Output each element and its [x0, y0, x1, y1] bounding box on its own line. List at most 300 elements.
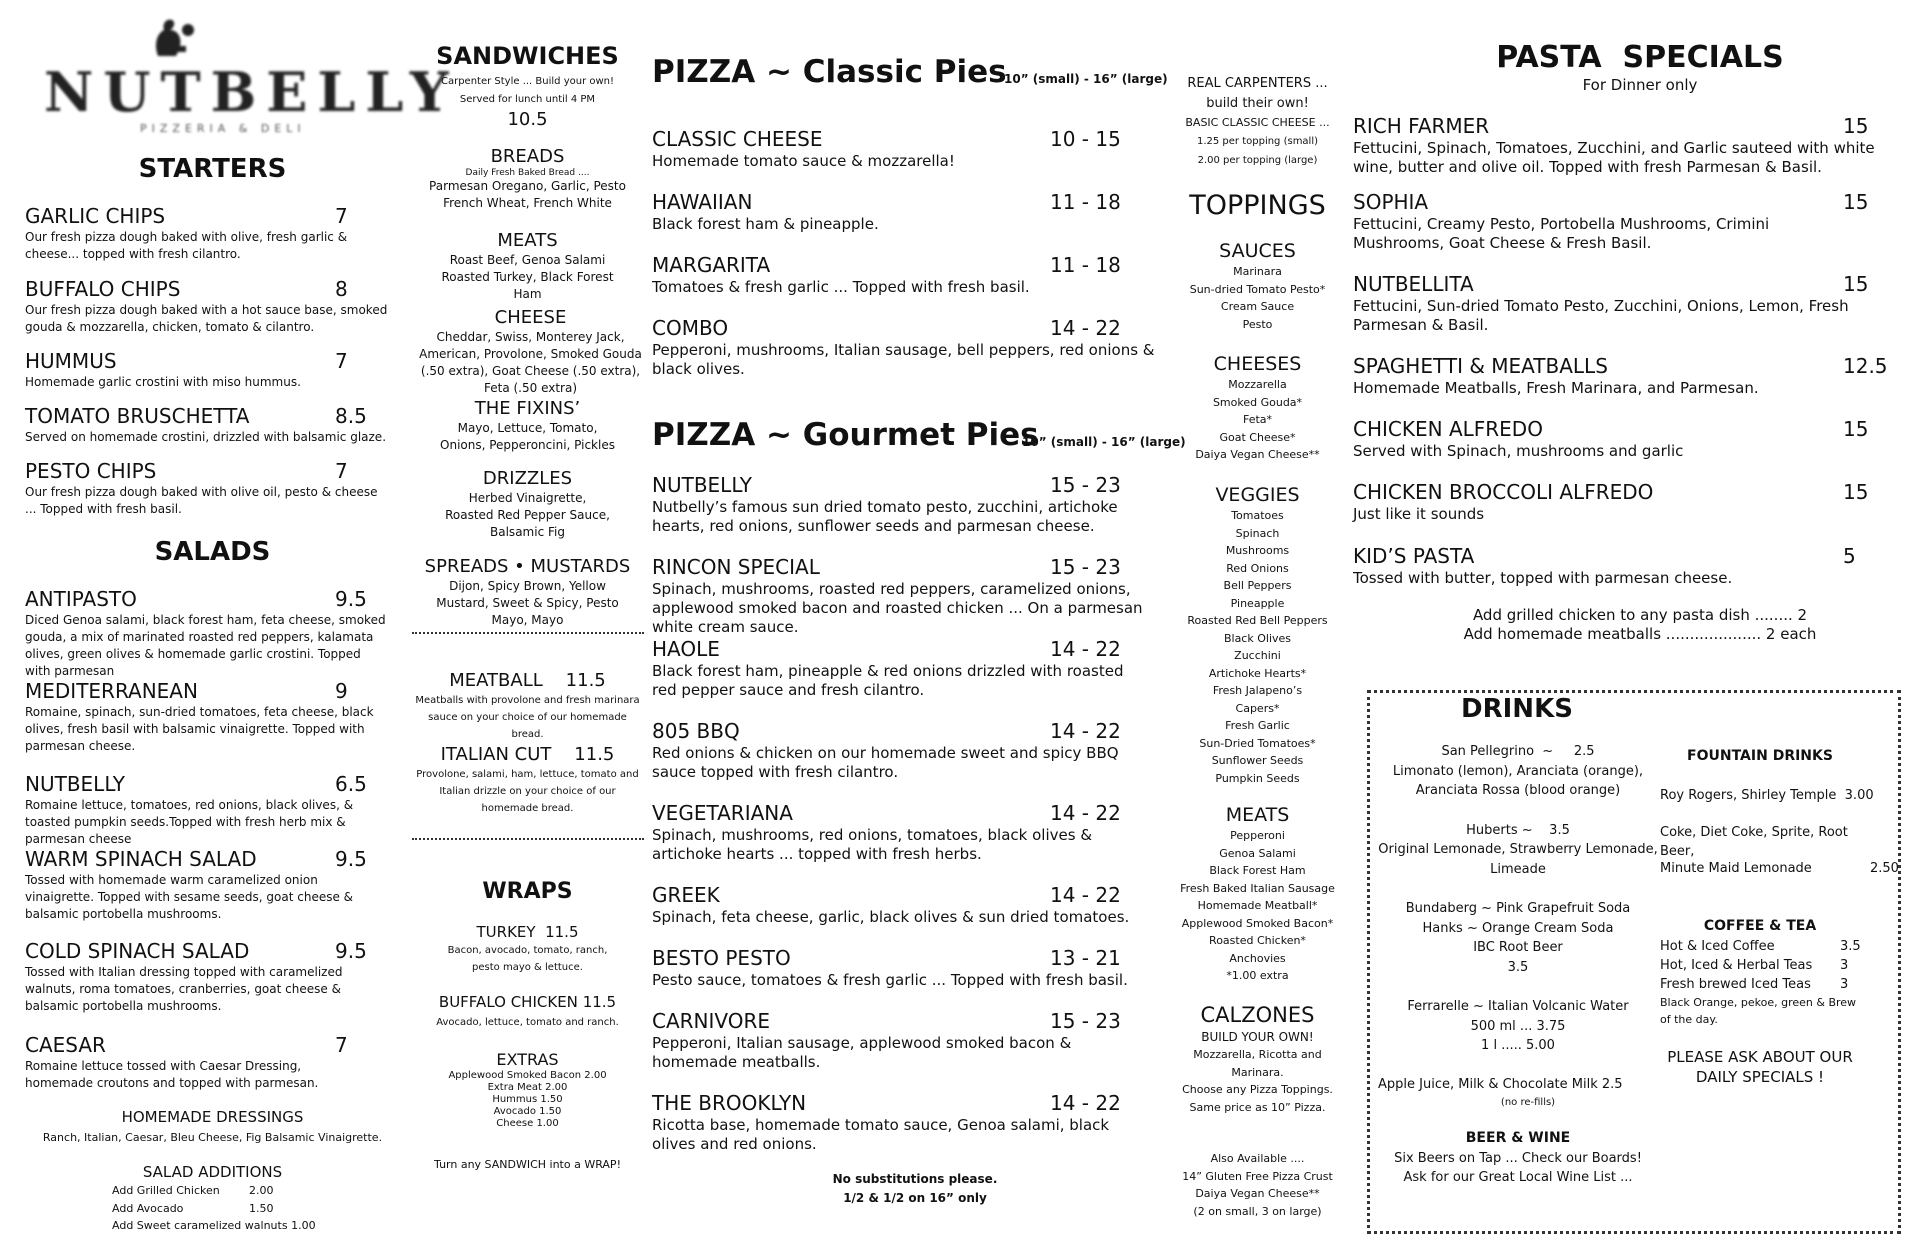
item-price: 8.5	[335, 404, 367, 428]
spreads-list: Dijon, Spicy Brown, Yellow Mustard, Sweet & Spicy, Pesto Mayo, Mayo	[436, 579, 619, 627]
starter-item	[25, 460, 380, 518]
extras-title: EXTRAS	[496, 1050, 559, 1069]
pasta-item	[1353, 190, 1869, 253]
starter-item	[25, 205, 380, 263]
drink-line: 1 l ..... 5.00	[1481, 1038, 1555, 1053]
cheese-title: CHEESE	[494, 307, 567, 328]
salad-item	[25, 848, 385, 923]
starters-title: STARTERS	[138, 154, 287, 184]
calzones-section	[1175, 1002, 1340, 1116]
italian-cut-desc: Provolone, salami, ham, lettuce, tomato and Italian drizzle on your choice of our homemade bread.	[416, 769, 639, 814]
item-price: 9.5	[335, 587, 367, 611]
meats-list: Roast Beef, Genoa Salami Roasted Turkey, Black Forest Ham	[441, 253, 614, 301]
gourmet-pies-sizes: 10” (small) - 16” (large)	[1022, 435, 1186, 449]
dressings-title: HOMEMADE DRESSINGS	[121, 1108, 304, 1126]
addition-price: 2.00	[249, 1184, 274, 1197]
turkey-desc: Bacon, avocado, tomato, ranch, pesto mayo & lettuce.	[447, 945, 608, 973]
topping-item: Daiya Vegan Cheese**	[1195, 448, 1320, 461]
starter-item	[25, 278, 405, 336]
juice-line: Apple Juice, Milk & Chocolate Milk 2.5	[1378, 1077, 1623, 1092]
item-name: THE BROOKLYN	[652, 1091, 807, 1115]
item-name: MEDITERRANEAN	[25, 679, 198, 703]
topping-item: Mushrooms	[1225, 544, 1290, 557]
coffee-name: Hot & Iced Coffee	[1660, 939, 1775, 954]
extra-item: Avocado 1.50	[493, 1106, 562, 1117]
topping-item: Pumpkin Seeds	[1215, 771, 1300, 785]
dressings-list: Ranch, Italian, Caesar, Bleu Cheese, Fig Balsamic Vinaigrette.	[42, 1131, 383, 1144]
item-desc: Our fresh pizza dough baked with olive, fresh garlic & cheese... topped with fresh cilantro.	[25, 230, 348, 261]
salad-additions-title: SALAD ADDITIONS	[142, 1163, 283, 1181]
item-desc: Black forest ham & pineapple.	[652, 215, 879, 233]
wraps-title: WRAPS	[482, 879, 573, 904]
item-desc: Pepperoni, Italian sausage, applewood smoked bacon & homemade meatballs.	[652, 1034, 1072, 1071]
item-desc: Just like it sounds	[1353, 505, 1485, 523]
topping-item: *1.00 extra	[1226, 969, 1289, 982]
item-desc: Tomatoes & fresh garlic ... Topped with fresh basil.	[652, 278, 1030, 296]
item-desc: Pepperoni, mushrooms, Italian sausage, bell peppers, red onions & black olives.	[652, 341, 1155, 378]
item-name: MARGARITA	[652, 253, 771, 277]
fountain-line-3-price: 2.50	[1870, 861, 1899, 876]
topping-item: Pesto	[1242, 317, 1273, 331]
item-name: BUFFALO CHIPS	[25, 277, 181, 301]
item-price: 13 - 21	[1050, 946, 1121, 970]
topping-item: Roasted Red Bell Peppers	[1187, 614, 1328, 627]
buffalo-chicken-wrap	[405, 992, 650, 1031]
logo-subtitle: PIZZERIA & DELI	[140, 122, 306, 135]
item-name: COLD SPINACH SALAD	[25, 939, 250, 963]
topping-item: Feta*	[1242, 413, 1273, 426]
pasta-subtitle: For Dinner only	[1582, 76, 1698, 94]
also-line: (2 on small, 3 on large)	[1193, 1204, 1322, 1218]
item-desc: Served on homemade crostini, drizzled with balsamic glaze.	[25, 430, 387, 444]
item-name: GARLIC CHIPS	[25, 204, 166, 228]
topping-item: Mozzarella	[1228, 378, 1287, 391]
item-price: 7	[335, 349, 348, 373]
item-name: RICH FARMER	[1353, 114, 1490, 138]
item-name: WARM SPINACH SALAD	[25, 847, 257, 871]
breads-sub: Daily Fresh Baked Bread ....	[465, 168, 590, 178]
pizza-item	[652, 128, 1172, 171]
beer-wine-title: BEER & WINE	[1465, 1130, 1571, 1146]
pasta-add-2: Add homemade meatballs .................... 2 each	[1463, 625, 1817, 643]
item-price: 12.5	[1843, 354, 1888, 378]
addition-row	[112, 1217, 352, 1235]
beer-line-1: Six Beers on Tap ... Check our Boards!	[1394, 1151, 1642, 1166]
drink-line: Huberts ~ 3.5	[1466, 822, 1570, 838]
item-price: 10 - 15	[1050, 127, 1121, 151]
drink-group	[1368, 821, 1668, 880]
item-name: CLASSIC CHEESE	[652, 127, 823, 151]
drink-group	[1368, 899, 1668, 977]
item-price: 15 - 23	[1050, 555, 1121, 579]
item-desc: Romaine lettuce, tomatoes, red onions, black olives, & toasted pumpkin seeds.Topped with fresh herb mix & parmesan cheese	[25, 798, 354, 846]
topping-item: Anchovies	[1229, 951, 1286, 965]
coffee-title: COFFEE & TEA	[1703, 918, 1817, 934]
calzone-line: Choose any Pizza Toppings.	[1182, 1083, 1333, 1096]
extra-item: Applewood Smoked Bacon 2.00	[448, 1070, 607, 1081]
topping-item: Goat Cheese*	[1219, 430, 1296, 444]
item-desc: Homemade Meatballs, Fresh Marinara, and Parmesan.	[1353, 379, 1759, 397]
pizza-item	[652, 474, 1152, 536]
calzone-line: BUILD YOUR OWN!	[1201, 1030, 1314, 1044]
salads-title: SALADS	[154, 537, 271, 567]
topping-item: Spinach	[1235, 526, 1280, 540]
item-price: 15 - 23	[1050, 473, 1121, 497]
item-name: COMBO	[652, 316, 729, 340]
turkey-wrap	[405, 922, 650, 976]
item-name: HAWAIIAN	[652, 190, 753, 214]
item-desc: Our fresh pizza dough baked with olive oil, pesto & cheese ... Topped with fresh basil.	[25, 485, 378, 516]
italian-cut-name: ITALIAN CUT	[440, 744, 552, 765]
item-price: 7	[335, 459, 348, 483]
item-desc: Nutbelly’s famous sun dried tomato pesto, zucchini, artichoke hearts, red onions, sunflower seeds and parmesan cheese.	[652, 498, 1118, 535]
item-desc: Our fresh pizza dough baked with a hot sauce base, smoked gouda & mozzarella, chicken, tomato & cilantro.	[25, 303, 388, 334]
item-desc: Tossed with butter, topped with parmesan cheese.	[1353, 569, 1733, 587]
starter-item	[25, 350, 405, 391]
topping-item: Fresh Jalapeno’s	[1212, 684, 1303, 697]
topping-item: Fresh Baked Italian Sausage	[1180, 881, 1335, 895]
fountain-line-3	[1660, 861, 1899, 876]
item-desc: Homemade tomato sauce & mozzarella!	[652, 152, 955, 170]
item-price: 5	[1843, 544, 1856, 568]
item-name: SPAGHETTI & MEATBALLS	[1353, 354, 1608, 378]
turkey-price: 11.5	[545, 923, 579, 941]
item-name: CAESAR	[25, 1033, 106, 1057]
pizza-item	[652, 1010, 1142, 1072]
topping-item: Homemade Meatball*	[1197, 899, 1318, 912]
gourmet-pies-header	[652, 417, 1192, 453]
spreads-title: SPREADS • MUSTARDS	[424, 556, 631, 577]
wraps-section	[405, 878, 650, 906]
intro-line: BASIC CLASSIC CHEESE ...	[1185, 116, 1330, 129]
buffalo-title	[405, 992, 650, 1012]
drink-line: San Pellegrino ~ 2.5	[1441, 744, 1595, 759]
item-name: PESTO CHIPS	[25, 459, 157, 483]
item-name: HAOLE	[652, 637, 720, 661]
pizza-item	[652, 254, 1172, 297]
classic-pies-title: PIZZA ~ Classic Pies	[652, 54, 1007, 90]
toppings-intro	[1175, 74, 1340, 170]
pasta-item	[1353, 273, 1918, 335]
item-price: 7	[335, 1033, 348, 1057]
divider	[412, 632, 644, 634]
italian-cut-title	[405, 744, 650, 766]
meatball-title	[405, 670, 650, 692]
topping-meats-title: MEATS	[1225, 804, 1290, 826]
topping-item: Applewood Smoked Bacon*	[1181, 916, 1334, 930]
sandwiches-sub2: Served for lunch until 4 PM	[459, 94, 596, 105]
item-desc: Pesto sauce, tomatoes & fresh garlic ... Topped with fresh basil.	[652, 971, 1128, 989]
italian-cut-price: 11.5	[574, 744, 615, 765]
topping-item: Sunflower Seeds	[1211, 754, 1304, 767]
item-price: 15	[1843, 114, 1869, 138]
pasta-item	[1353, 418, 1898, 461]
addition-row	[112, 1200, 352, 1218]
cheeses-title: CHEESES	[1213, 353, 1302, 375]
pasta-add-1: Add grilled chicken to any pasta dish ........ 2	[1472, 606, 1808, 624]
fixins-list: Mayo, Lettuce, Tomato, Onions, Pepperoncini, Pickles	[440, 421, 615, 452]
intro-line: 1.25 per topping (small)	[1196, 136, 1319, 147]
item-name: TOMATO BRUSCHETTA	[25, 404, 250, 428]
item-desc: Spinach, mushrooms, roasted red peppers, caramelized onions, applewood smoked bacon and roasted chicken ... On a parmesan white cream sauce.	[652, 580, 1143, 636]
veggies-title: VEGGIES	[1215, 484, 1300, 506]
drink-line: Ferrarelle ~ Italian Volcanic Water	[1407, 999, 1629, 1014]
topping-item: Pepperoni	[1230, 829, 1285, 842]
item-name: BESTO PESTO	[652, 946, 791, 970]
salad-item	[25, 588, 390, 680]
pizza-item	[652, 317, 1172, 379]
item-price: 15	[1843, 272, 1869, 296]
coffee-name: Fresh brewed Iced Teas	[1660, 977, 1811, 992]
item-price: 15	[1843, 480, 1869, 504]
topping-item: Sun-Dried Tomatoes*	[1199, 736, 1316, 750]
pizza-item	[652, 191, 1172, 234]
also-line: Also Available ....	[1210, 1152, 1305, 1165]
daily-specials: PLEASE ASK ABOUT OUR DAILY SPECIALS !	[1667, 1048, 1853, 1086]
topping-item: Marinara	[1233, 265, 1282, 278]
logo-name: NUTBELLY	[44, 60, 459, 124]
item-price: 11 - 18	[1050, 190, 1121, 214]
item-desc: Spinach, mushrooms, red onions, tomatoes, black olives & artichoke hearts ... topped with fresh herbs.	[652, 826, 1093, 863]
item-desc: Red onions & chicken on our homemade sweet and spicy BBQ sauce topped with fresh cilantro.	[652, 744, 1119, 781]
topping-item: Black Olives	[1223, 631, 1292, 645]
topping-item: Genoa Salami	[1219, 846, 1296, 860]
squirrel-icon	[152, 16, 196, 58]
drink-line: 500 ml ... 3.75	[1470, 1018, 1566, 1034]
topping-item: Sun-dried Tomato Pesto*	[1189, 282, 1326, 296]
item-name: RINCON SPECIAL	[652, 555, 820, 579]
also-available	[1175, 1150, 1340, 1220]
fountain-line-1: Roy Rogers, Shirley Temple 3.00	[1660, 788, 1874, 803]
item-price: 11 - 18	[1050, 253, 1121, 277]
drink-line: Hanks ~ Orange Cream Soda	[1422, 920, 1614, 936]
sauces-section	[1175, 239, 1340, 333]
pizza-item	[652, 884, 1172, 927]
drizzles-title: DRIZZLES	[482, 468, 573, 489]
item-price: 15	[1843, 190, 1869, 214]
meatball-section	[405, 670, 650, 743]
sauces-title: SAUCES	[1219, 240, 1296, 262]
item-desc: Ricotta base, homemade tomato sauce, Genoa salami, black olives and red onions.	[652, 1116, 1110, 1153]
pizza-item	[652, 802, 1152, 864]
divider	[412, 838, 644, 840]
item-desc: Tossed with homemade warm caramelized onion vinaigrette. Topped with sesame seeds, goat cheese & balsamic portobella mushrooms.	[25, 873, 354, 921]
coffee-price: 3.5	[1840, 939, 1861, 954]
turkey-title	[405, 922, 650, 942]
drink-line: Original Lemonade, Strawberry Lemonade,	[1378, 842, 1658, 857]
coffee-price: 3	[1840, 977, 1849, 992]
topping-item: Black Forest Ham	[1209, 864, 1306, 877]
toppings-title: TOPPINGS	[1189, 190, 1326, 221]
coffee-list	[1660, 937, 1890, 994]
sandwiches-title: SANDWICHES	[436, 42, 619, 70]
intro-line: 2.00 per topping (large)	[1197, 155, 1318, 166]
pasta-item	[1353, 481, 1898, 524]
starter-item	[25, 405, 405, 446]
coffee-note: Black Orange, pekoe, green & Brew of the day.	[1660, 996, 1857, 1026]
topping-item: Smoked Gouda*	[1212, 395, 1303, 409]
sandwiches-section	[405, 40, 650, 130]
salad-item	[25, 773, 395, 848]
item-price: 6.5	[335, 772, 367, 796]
calzone-line: Marinara.	[1231, 1065, 1284, 1079]
topping-item: Cream Sauce	[1220, 300, 1295, 313]
pizza-item	[652, 1092, 1132, 1154]
addition-price: 1.50	[249, 1201, 274, 1215]
item-price: 14 - 22	[1050, 1091, 1121, 1115]
salad-item	[25, 1034, 365, 1092]
item-name: 805 BBQ	[652, 719, 740, 743]
drizzles-list: Herbed Vinaigrette, Roasted Red Pepper Sauce, Balsamic Fig	[445, 491, 610, 539]
pasta-item	[1353, 115, 1898, 177]
buffalo-name: BUFFALO CHICKEN	[438, 993, 578, 1011]
calzone-line: Mozzarella, Ricotta and	[1193, 1048, 1322, 1061]
drink-line: Limeade	[1490, 861, 1546, 877]
item-price: 9.5	[335, 847, 367, 871]
item-name: NUTBELLITA	[1353, 272, 1474, 296]
wrap-extras	[405, 1050, 650, 1130]
gourmet-pies-title: PIZZA ~ Gourmet Pies	[652, 417, 1039, 453]
topping-item: Zucchini	[1234, 649, 1281, 662]
item-price: 14 - 22	[1050, 316, 1121, 340]
item-name: ANTIPASTO	[25, 587, 137, 611]
fountain-title: FOUNTAIN DRINKS	[1687, 748, 1833, 764]
extra-item: Cheese 1.00	[496, 1118, 559, 1129]
item-desc: Romaine lettuce tossed with Caesar Dressing, homemade croutons and topped with parmesan.	[25, 1059, 319, 1090]
cheese-list: Cheddar, Swiss, Monterey Jack, American, Provolone, Smoked Gouda (.50 extra), Goat Cheese (.50 extra), Feta (.50 extra)	[419, 330, 642, 395]
spreads-section	[405, 556, 650, 629]
classic-pies-sizes: 10” (small) - 16” (large)	[1004, 72, 1168, 86]
drinks-title: DRINKS	[1461, 694, 1573, 724]
item-price: 14 - 22	[1050, 801, 1121, 825]
fixins-section	[405, 398, 650, 454]
item-price: 15 - 23	[1050, 1009, 1121, 1033]
item-name: GREEK	[652, 883, 720, 907]
topping-item: Fresh Garlic	[1225, 719, 1290, 732]
drizzles-section	[405, 468, 650, 541]
topping-item: Pineapple	[1230, 596, 1285, 610]
sandwiches-sub1: Carpenter Style ... Build your own!	[440, 76, 615, 87]
topping-item: Roasted Chicken*	[1209, 934, 1306, 947]
extra-item: Extra Meat 2.00	[487, 1082, 568, 1093]
extra-item: Hummus 1.50	[492, 1094, 563, 1105]
italian-cut-section	[405, 744, 650, 817]
item-name: KID’S PASTA	[1353, 544, 1475, 568]
drink-line: Limonato (lemon), Aranciata (orange),	[1392, 763, 1644, 779]
topping-item: Red Onions	[1226, 561, 1289, 575]
topping-item: Artichoke Hearts*	[1208, 666, 1307, 680]
turkey-name: TURKEY	[476, 923, 536, 941]
item-price: 14 - 22	[1050, 883, 1121, 907]
item-desc: Black forest ham, pineapple & red onions drizzled with roasted red pepper sauce and fresh cilantro.	[652, 662, 1124, 699]
fountain-line-2: Coke, Diet Coke, Sprite, Root Beer,	[1660, 825, 1848, 859]
item-name: VEGETARIANA	[652, 801, 793, 825]
item-desc: Spinach, feta cheese, garlic, black olives & sun dried tomatoes.	[652, 908, 1130, 926]
item-desc: Homemade garlic crostini with miso hummus.	[25, 375, 301, 389]
calzones-title: CALZONES	[1200, 1003, 1315, 1027]
meatball-price: 11.5	[565, 670, 606, 691]
item-price: 14 - 22	[1050, 719, 1121, 743]
salad-item	[25, 680, 395, 755]
pizza-item	[652, 638, 1152, 700]
veggies-section	[1175, 483, 1340, 787]
item-name: CHICKEN BROCCOLI ALFREDO	[1353, 480, 1654, 504]
addition-price: 1.00	[291, 1219, 316, 1232]
item-desc: Diced Genoa salami, black forest ham, feta cheese, smoked gouda, a mix of marinated roasted red peppers, kalamata olives, green olives & homemade garlic crostini. Topped with parmesan	[25, 613, 386, 678]
logo	[40, 16, 459, 135]
item-desc: Tossed with Italian dressing topped with caramelized walnuts, roma tomatoes, cranberries, goat cheese & balsamic portobella mushrooms.	[25, 965, 343, 1013]
classic-pies-header	[652, 54, 1172, 90]
topping-item: Capers*	[1235, 701, 1280, 715]
item-price: 14 - 22	[1050, 637, 1121, 661]
item-price: 7	[335, 204, 348, 228]
meatball-desc: Meatballs with provolone and fresh marinara sauce on your choice of our homemade bread.	[415, 695, 640, 740]
item-name: HUMMUS	[25, 349, 117, 373]
item-price: 9.5	[335, 939, 367, 963]
buffalo-desc: Avocado, lettuce, tomato and ranch.	[436, 1017, 619, 1028]
juice-note: (no re-fills)	[1500, 1097, 1556, 1108]
coffee-row	[1660, 975, 1890, 994]
item-price: 9	[335, 679, 348, 703]
pasta-title: PASTA SPECIALS	[1496, 40, 1784, 75]
calzone-line: Same price as 10” Pizza.	[1189, 1100, 1326, 1114]
pasta-additions	[1400, 606, 1880, 644]
intro-line: build their own!	[1206, 96, 1309, 111]
meats-section	[405, 230, 650, 303]
item-desc: Fettucini, Creamy Pesto, Portobella Mushrooms, Crimini Mushrooms, Goat Cheese & Fresh Basil.	[1353, 215, 1770, 252]
pizza-item	[652, 720, 1152, 782]
pizza-note-2: 1/2 & 1/2 on 16” only	[843, 1191, 987, 1205]
topping-item: Bell Peppers	[1223, 579, 1292, 592]
item-desc: Romaine, spinach, sun-dried tomatoes, feta cheese, black olives, fresh basil with balsamic vinaigrette. Topped with parmesan cheese.	[25, 705, 374, 753]
beer-line-2: Ask for our Great Local Wine List ...	[1403, 1170, 1633, 1185]
coffee-row	[1660, 937, 1890, 956]
drink-group	[1368, 997, 1668, 1056]
drink-line: Aranciata Rossa (blood orange)	[1415, 783, 1621, 798]
cheeses-section	[1175, 352, 1340, 464]
wrap-note: Turn any SANDWICH into a WRAP!	[434, 1158, 621, 1171]
drink-group	[1368, 742, 1668, 801]
coffee-price: 3	[1840, 958, 1849, 973]
salad-additions	[112, 1182, 352, 1235]
item-price: 8	[335, 277, 348, 301]
topping-item: Tomatoes	[1231, 509, 1284, 522]
item-desc: Fettucini, Sun-dried Tomato Pesto, Zucchini, Onions, Lemon, Fresh Parmesan & Basil.	[1353, 297, 1849, 334]
also-line: Daiya Vegan Cheese**	[1195, 1187, 1320, 1200]
item-name: CARNIVORE	[652, 1009, 771, 1033]
drinks-left	[1368, 742, 1668, 1056]
addition-name: Add Sweet caramelized walnuts	[112, 1219, 288, 1232]
buffalo-price: 11.5	[582, 993, 617, 1011]
fountain-line-3-name: Minute Maid Lemonade	[1660, 861, 1812, 876]
item-name: NUTBELLY	[25, 772, 126, 796]
pizza-note-1: No substitutions please.	[832, 1172, 998, 1186]
item-name: SOPHIA	[1353, 190, 1429, 214]
drink-line: Bundaberg ~ Pink Grapefruit Soda	[1405, 901, 1631, 916]
item-desc: Served with Spinach, mushrooms and garlic	[1353, 442, 1684, 460]
breads-section	[405, 146, 650, 212]
meats-title: MEATS	[497, 230, 558, 251]
item-desc: Fettucini, Spinach, Tomatoes, Zucchini, and Garlic sauteed with white wine, butter and olive oil. Topped with fresh Parmesan & Basil.	[1353, 139, 1875, 176]
coffee-row	[1660, 956, 1890, 975]
pizza-notes	[780, 1170, 1050, 1208]
sandwiches-price: 10.5	[507, 109, 548, 130]
drink-line: IBC Root Beer	[1473, 940, 1563, 955]
item-name: NUTBELLY	[652, 473, 753, 497]
addition-name: Add Avocado	[112, 1201, 184, 1215]
salad-item	[25, 940, 385, 1015]
item-price: 15	[1843, 417, 1869, 441]
